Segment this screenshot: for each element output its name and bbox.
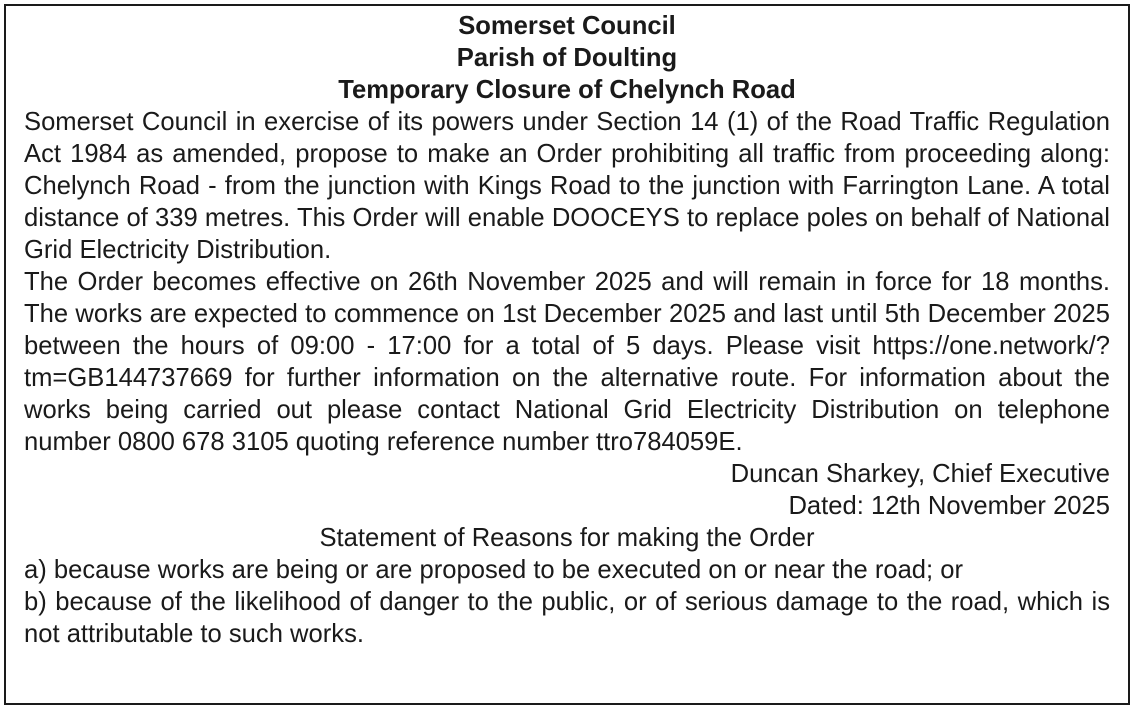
public-notice xyxy=(4,4,1130,705)
reason-a: a) because works are being or are proposed to be executed on or near the road; or xyxy=(24,556,964,584)
notice-title: Temporary Closure of Chelynch Road xyxy=(338,76,796,104)
reasons-title: Statement of Reasons for making the Order xyxy=(319,524,815,552)
signatory: Duncan Sharkey, Chief Executive xyxy=(730,460,1110,488)
date-line: Dated: 12th November 2025 xyxy=(788,492,1110,520)
reason-b: b) because of the likelihood of danger to the public, or of serious damage to the road, which is not attributable to such works. xyxy=(24,588,1110,648)
parish-name: Parish of Doulting xyxy=(456,44,678,72)
order-paragraph: Somerset Council in exercise of its powers under Section 14 (1) of the Road Traffic Regulation Act 1984 as amended, propose to make an Order prohibiting all traffic from proceeding along: Chelynch Road - from the junction with Kings Road to the junction with Farrington Lane. A total distance of 339 metres. This Order will enable DOOCEYS to replace poles on behalf of National Grid Electricity Distribution. xyxy=(24,108,1110,264)
council-name: Somerset Council xyxy=(458,12,676,40)
effective-paragraph: The Order becomes effective on 26th November 2025 and will remain in force for 18 months. The works are expected to commence on 1st December 2025 and last until 5th December 2025 between the hours of 09:00 - 17:00 for a total of 5 days. Please visit https://one.network/?tm=GB144737669 for further information on the alternative route. For information about the works being carried out please contact National Grid Electricity Distribution on telephone number 0800 678 3105 quoting reference number ttro784059E. xyxy=(24,268,1110,456)
